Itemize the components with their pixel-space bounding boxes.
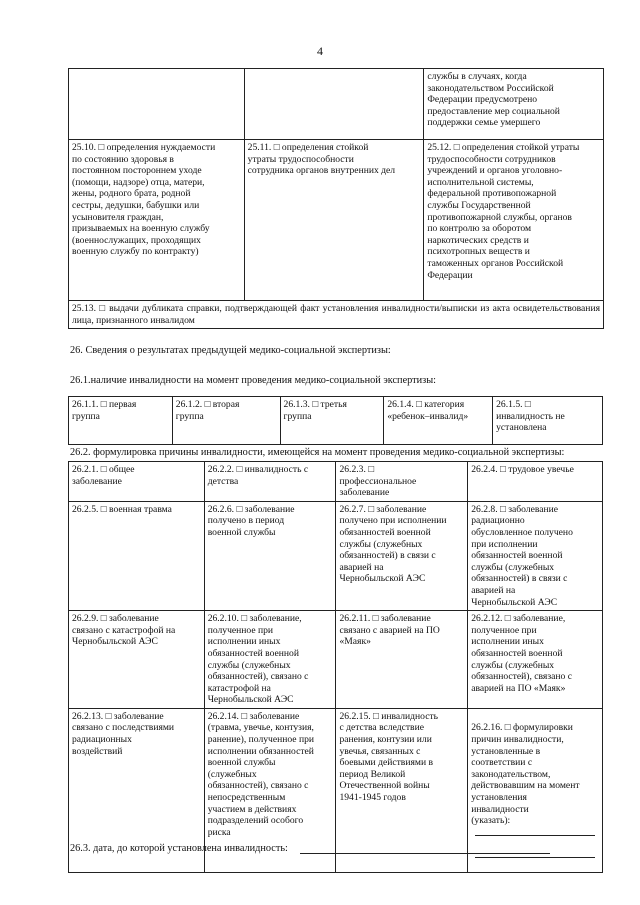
table-cell: 26.2.1. □ общее заболевание [69,462,205,502]
table-cell: 26.2.11. □ заболевание связано с аварией на ПО «Маяк» [336,611,468,709]
table-cell [468,708,603,872]
table-row [69,140,604,301]
table-cell: 26.2.13. □ заболевание связано с последствиями радиационных воздействий [69,708,205,872]
table-row [69,301,604,329]
section-26-3-label: 26.3. дата, до которой установлена инвалидность: [70,843,288,854]
table-cell: 26.2.6. □ заболевание получено в период военной службы [204,501,336,610]
table-row [69,397,603,445]
table-cell: 26.2.7. □ заболевание получено при исполнении обязанностей военной службы (служебных обязанностей) в связи с аварией на Чернобыльской АЭС [336,501,468,610]
table-cell: 25.13. □ выдачи дубликата справки, подтверждающей факт установления инвалидности/выписки из акта освидетельствования лица, признанного инвалидом [69,301,604,329]
page-number: 4 [317,44,323,58]
fill-in-line[interactable] [475,835,595,836]
table-row [69,69,604,140]
table-26-2 [68,461,603,873]
table-25 [68,68,604,329]
table-row [69,611,603,709]
table-cell: 26.2.5. □ военная травма [69,501,205,610]
table-cell [244,69,424,140]
table-cell: 25.11. □ определения стойкой утраты трудоспособности сотрудника органов внутренних дел [244,140,424,301]
fill-in-line[interactable] [475,857,595,858]
table-cell: 26.1.5. □ инвалидность не установлена [493,397,603,445]
table-cell: 25.10. □ определения нуждаемости по состоянию здоровья в постоянном постороннем уходе (помощи, надзоре) отца, матери, жены, родного брата, родной сестры, дедушки, бабушки или усыновителя граждан, призываемых на военную службу (военнослужащих, проходящих военную службу по контракту) [69,140,245,301]
table-cell: 26.2.10. □ заболевание, полученное при исполнении иных обязанностей военной службы (служебных обязанностей), связано с катастрофой на Чернобыльской АЭС [204,611,336,709]
table-cell: 26.2.15. □ инвалидность с детства вследствие ранения, контузии или увечья, связанных с боевыми действиями в период Великой Отечественной войны 1941-1945 годов [336,708,468,872]
table-cell: 26.2.3. □ профессиональное заболевание [336,462,468,502]
section-26-title: 26. Сведения о результатах предыдущей медико-социальной экспертизы: [70,345,391,356]
table-cell: 26.2.8. □ заболевание радиационно обусловленное получено при исполнении обязанностей военной службы (служебных обязанностей) в связи с аварией на Чернобыльской АЭС [468,501,603,610]
table-cell: 26.2.2. □ инвалидность с детства [204,462,336,502]
section-26-2-title: 26.2. формулировка причины инвалидности, имеющейся на момент проведения медико-социальной экспертизы: [70,447,565,458]
table-cell: 26.1.1. □ первая группа [69,397,173,445]
table-cell: 26.1.2. □ вторая группа [172,397,280,445]
table-cell [69,69,245,140]
table-26-1 [68,396,603,445]
table-cell: службы в случаях, когда законодательством Российской Федерации предусмотрено предоставление мер социальной поддержки семье умершего [424,69,604,140]
table-cell: 26.2.4. □ трудовое увечье [468,462,603,502]
table-cell: 26.1.4. □ категория «ребенок–инвалид» [384,397,493,445]
date-input-line[interactable] [300,853,550,854]
table-cell: 26.1.3. □ третья группа [280,397,384,445]
table-cell: 26.2.12. □ заболевание, полученное при исполнении иных обязанностей военной службы (служебных обязанностей), связано с аварией на ПО «Маяк» [468,611,603,709]
section-26-1-title: 26.1.наличие инвалидности на момент проведения медико-социальной экспертизы: [70,375,437,386]
cell-text: 26.2.16. □ формулировки причин инвалидности, установленные в соответствии с законодательством, действовавшим на момент установления инвалидности (указать): [471,722,580,827]
table-cell: 26.2.9. □ заболевание связано с катастрофой на Чернобыльской АЭС [69,611,205,709]
table-cell: 26.2.14. □ заболевание (травма, увечье, контузия, ранение), полученное при исполнении обязанностей военной службы (служебных обязанностей), связано с непосредственным участием в действиях подразделений особого риска [204,708,336,872]
table-row [69,501,603,610]
table-row [69,462,603,502]
table-cell: 25.12. □ определения стойкой утраты трудоспособности сотрудников учреждений и органов уголовно- исполнительной системы, федеральной противопожарной службы Государственной противопожарной службы, органов по контролю за оборотом наркотических средств и психотропных веществ и таможенных органов Российской Федерации [424,140,604,301]
